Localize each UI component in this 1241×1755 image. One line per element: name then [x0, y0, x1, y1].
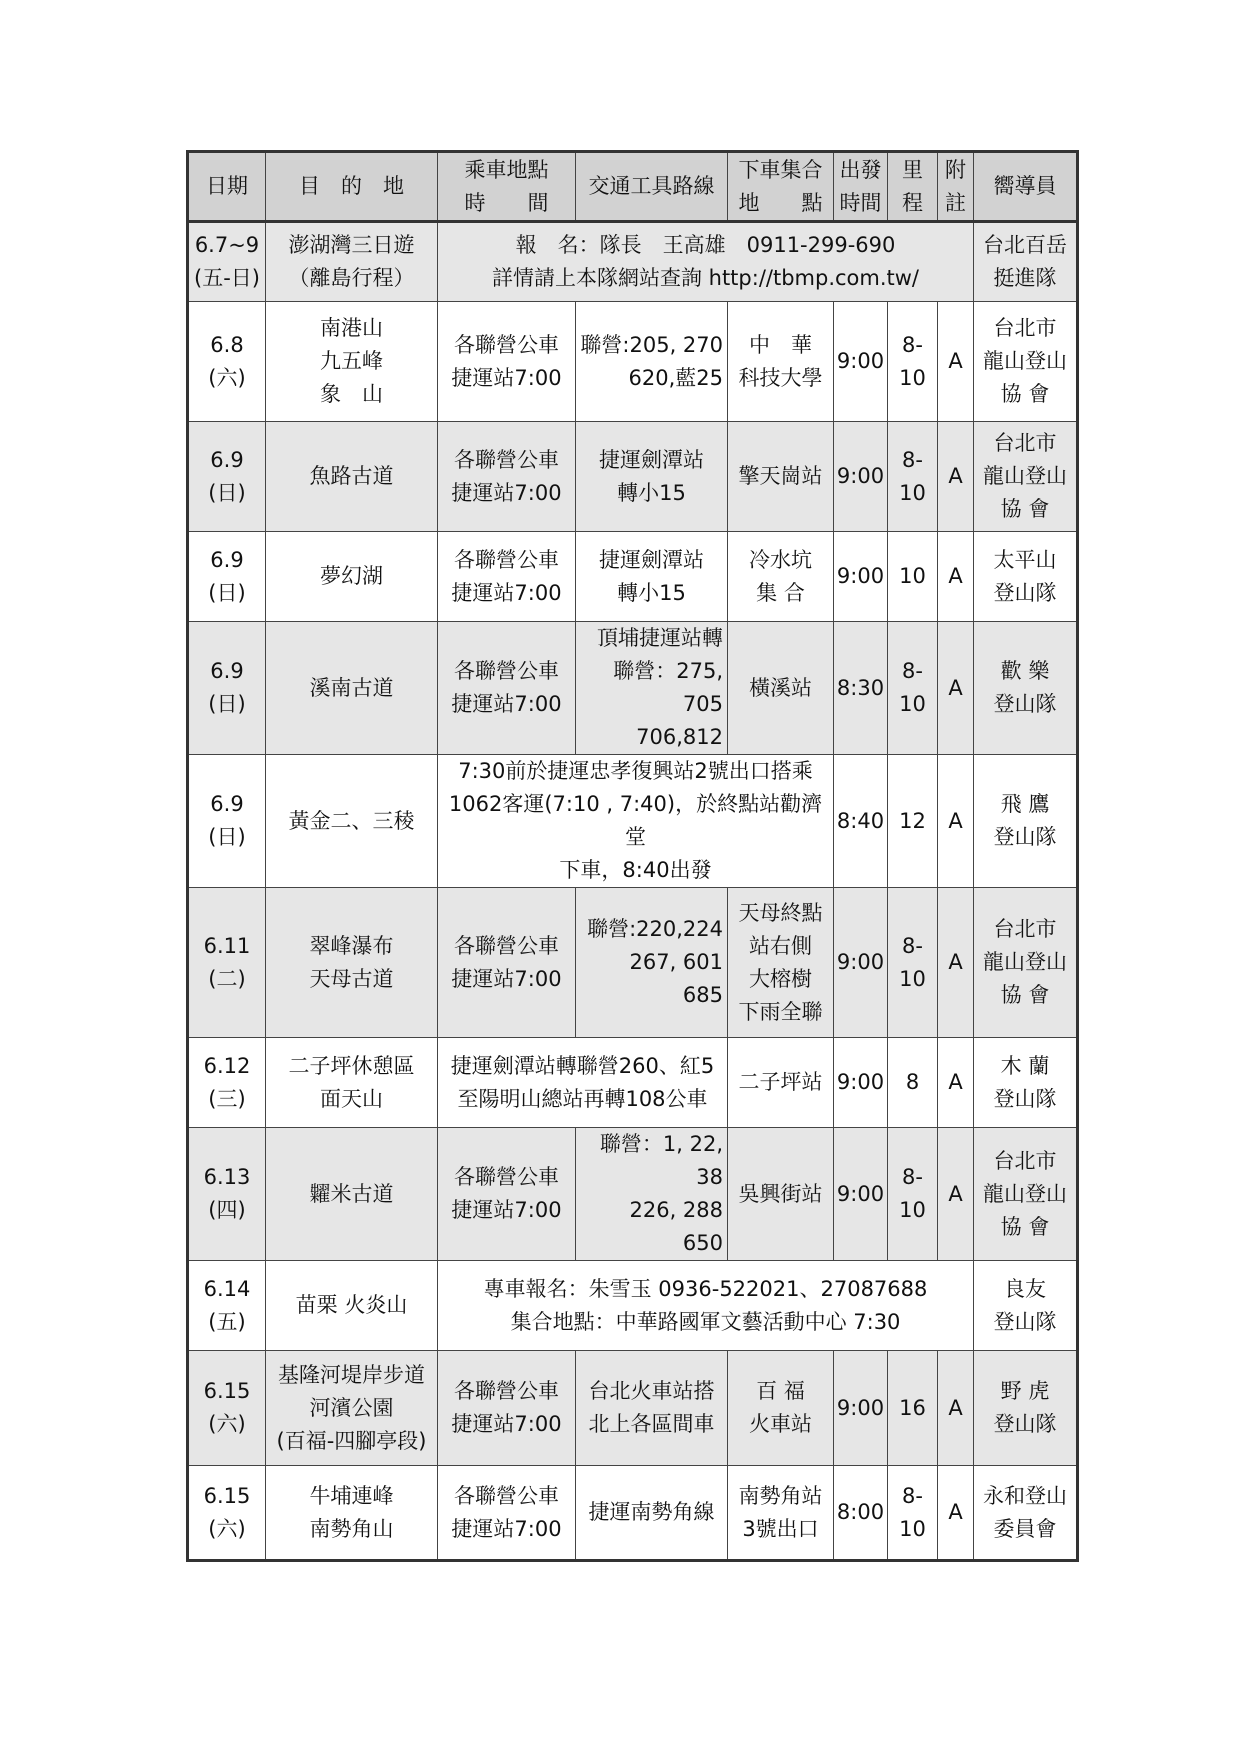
header-date: 日期	[188, 152, 266, 222]
cell-alight: 中 華 科技大學	[728, 302, 834, 422]
cell-distance: 8-10	[888, 1128, 938, 1261]
cell-alight: 橫溪站	[728, 622, 834, 755]
cell-date: 6.13 (四)	[188, 1128, 266, 1261]
cell-guide: 飛 鷹 登山隊	[974, 755, 1078, 888]
cell-note: A	[938, 888, 974, 1038]
cell-depart: 8:30	[834, 622, 888, 755]
cell-note: A	[938, 422, 974, 532]
cell-note: A	[938, 1128, 974, 1261]
cell-depart: 9:00	[834, 302, 888, 422]
cell-route: 聯營:220,224 267, 601 685	[576, 888, 728, 1038]
cell-date: 6.8 (六)	[188, 302, 266, 422]
cell-note: A	[938, 622, 974, 755]
cell-guide: 台北市 龍山登山 協 會	[974, 1128, 1078, 1261]
cell-date: 6.7~9 (五-日)	[188, 222, 266, 302]
table-row	[188, 422, 1078, 532]
table-row	[188, 222, 1078, 302]
cell-boarding: 各聯營公車 捷運站7:00	[438, 888, 576, 1038]
cell-destination: 魚路古道	[266, 422, 438, 532]
cell-guide: 歡 樂 登山隊	[974, 622, 1078, 755]
cell-destination: 苗栗 火炎山	[266, 1261, 438, 1351]
cell-date: 6.15 (六)	[188, 1466, 266, 1561]
cell-destination: 夢幻湖	[266, 532, 438, 622]
cell-destination: 翠峰瀑布 天母古道	[266, 888, 438, 1038]
cell-depart: 8:40	[834, 755, 888, 888]
cell-boarding: 各聯營公車 捷運站7:00	[438, 302, 576, 422]
table-row	[188, 1466, 1078, 1561]
header-guide: 嚮導員	[974, 152, 1078, 222]
table-row	[188, 888, 1078, 1038]
cell-date: 6.9 (日)	[188, 622, 266, 755]
cell-guide: 野 虎 登山隊	[974, 1351, 1078, 1466]
cell-route-info: 捷運劍潭站轉聯營260、紅5 至陽明山總站再轉108公車	[438, 1038, 728, 1128]
cell-registration-info: 專車報名：朱雪玉 0936-522021、27087688 集合地點：中華路國軍文藝活動中心 7:30	[438, 1261, 974, 1351]
cell-destination: 南港山 九五峰 象 山	[266, 302, 438, 422]
header-note: 附 註	[938, 152, 974, 222]
cell-route: 捷運劍潭站 轉小15	[576, 422, 728, 532]
cell-guide: 木 蘭 登山隊	[974, 1038, 1078, 1128]
table-row	[188, 1038, 1078, 1128]
cell-note: A	[938, 302, 974, 422]
cell-boarding: 各聯營公車 捷運站7:00	[438, 532, 576, 622]
cell-boarding: 各聯營公車 捷運站7:00	[438, 1128, 576, 1261]
cell-guide: 永和登山 委員會	[974, 1466, 1078, 1561]
cell-guide: 台北市 龍山登山 協 會	[974, 422, 1078, 532]
hiking-schedule-table	[186, 150, 1079, 1562]
cell-route: 聯營：1, 22, 38 226, 288 650	[576, 1128, 728, 1261]
header-route: 交通工具路線	[576, 152, 728, 222]
table-row	[188, 1351, 1078, 1466]
cell-boarding: 各聯營公車 捷運站7:00	[438, 1466, 576, 1561]
table-row	[188, 755, 1078, 888]
cell-depart: 8:00	[834, 1466, 888, 1561]
cell-depart: 9:00	[834, 422, 888, 532]
cell-date: 6.9 (日)	[188, 755, 266, 888]
cell-boarding: 各聯營公車 捷運站7:00	[438, 1351, 576, 1466]
cell-route-info: 7:30前於捷運忠孝復興站2號出口搭乘 1062客運(7:10 , 7:40)，於終點站勸濟堂 下車，8:40出發	[438, 755, 834, 888]
cell-guide: 太平山 登山隊	[974, 532, 1078, 622]
cell-alight: 百 福 火車站	[728, 1351, 834, 1466]
cell-guide: 台北百岳 挺進隊	[974, 222, 1078, 302]
header-destination: 目 的 地	[266, 152, 438, 222]
cell-destination: 黃金二、三稜	[266, 755, 438, 888]
cell-alight: 吳興街站	[728, 1128, 834, 1261]
cell-date: 6.15 (六)	[188, 1351, 266, 1466]
cell-destination: 二子坪休憩區 面天山	[266, 1038, 438, 1128]
cell-date: 6.11 (二)	[188, 888, 266, 1038]
cell-depart: 9:00	[834, 1038, 888, 1128]
cell-registration-info: 報 名：隊長 王高雄 0911-299-690 詳情請上本隊網站查詢 http://tbmp.com.tw/	[438, 222, 974, 302]
cell-guide: 良友 登山隊	[974, 1261, 1078, 1351]
cell-route: 捷運南勢角線	[576, 1466, 728, 1561]
cell-alight: 南勢角站 3號出口	[728, 1466, 834, 1561]
cell-date: 6.14 (五)	[188, 1261, 266, 1351]
cell-alight: 天母終點 站右側 大榕樹 下雨全聯	[728, 888, 834, 1038]
cell-route: 捷運劍潭站 轉小15	[576, 532, 728, 622]
header-row	[188, 152, 1078, 222]
header-boarding: 乘車地點 時 間	[438, 152, 576, 222]
cell-destination: 糶米古道	[266, 1128, 438, 1261]
cell-distance: 8-10	[888, 622, 938, 755]
cell-distance: 8-10	[888, 302, 938, 422]
cell-destination: 基隆河堤岸步道 河濱公園 (百福-四腳亭段)	[266, 1351, 438, 1466]
cell-distance: 10	[888, 532, 938, 622]
cell-distance: 8	[888, 1038, 938, 1128]
cell-depart: 9:00	[834, 532, 888, 622]
header-alight: 下車集合 地 點	[728, 152, 834, 222]
cell-distance: 8-10	[888, 422, 938, 532]
cell-distance: 8-10	[888, 1466, 938, 1561]
cell-destination: 澎湖灣三日遊 （離島行程）	[266, 222, 438, 302]
cell-destination: 溪南古道	[266, 622, 438, 755]
cell-route: 聯營:205, 270 620,藍25	[576, 302, 728, 422]
cell-route: 台北火車站搭 北上各區間車	[576, 1351, 728, 1466]
cell-route: 頂埔捷運站轉 聯營：275, 705 706,812	[576, 622, 728, 755]
cell-alight: 二子坪站	[728, 1038, 834, 1128]
cell-date: 6.9 (日)	[188, 532, 266, 622]
cell-date: 6.12 (三)	[188, 1038, 266, 1128]
cell-guide: 台北市 龍山登山 協 會	[974, 302, 1078, 422]
cell-depart: 9:00	[834, 888, 888, 1038]
cell-depart: 9:00	[834, 1351, 888, 1466]
cell-note: A	[938, 532, 974, 622]
cell-date: 6.9 (日)	[188, 422, 266, 532]
cell-alight: 冷水坑 集 合	[728, 532, 834, 622]
cell-note: A	[938, 1466, 974, 1561]
table-row	[188, 622, 1078, 755]
table-row	[188, 1261, 1078, 1351]
cell-distance: 16	[888, 1351, 938, 1466]
cell-distance: 12	[888, 755, 938, 888]
table-row	[188, 532, 1078, 622]
cell-boarding: 各聯營公車 捷運站7:00	[438, 622, 576, 755]
cell-distance: 8-10	[888, 888, 938, 1038]
table-row	[188, 1128, 1078, 1261]
header-distance: 里 程	[888, 152, 938, 222]
cell-destination: 牛埔連峰 南勢角山	[266, 1466, 438, 1561]
cell-note: A	[938, 1351, 974, 1466]
cell-note: A	[938, 1038, 974, 1128]
cell-boarding: 各聯營公車 捷運站7:00	[438, 422, 576, 532]
cell-note: A	[938, 755, 974, 888]
table-row	[188, 302, 1078, 422]
cell-guide: 台北市 龍山登山 協 會	[974, 888, 1078, 1038]
cell-depart: 9:00	[834, 1128, 888, 1261]
cell-alight: 擎天崗站	[728, 422, 834, 532]
header-depart: 出發 時間	[834, 152, 888, 222]
